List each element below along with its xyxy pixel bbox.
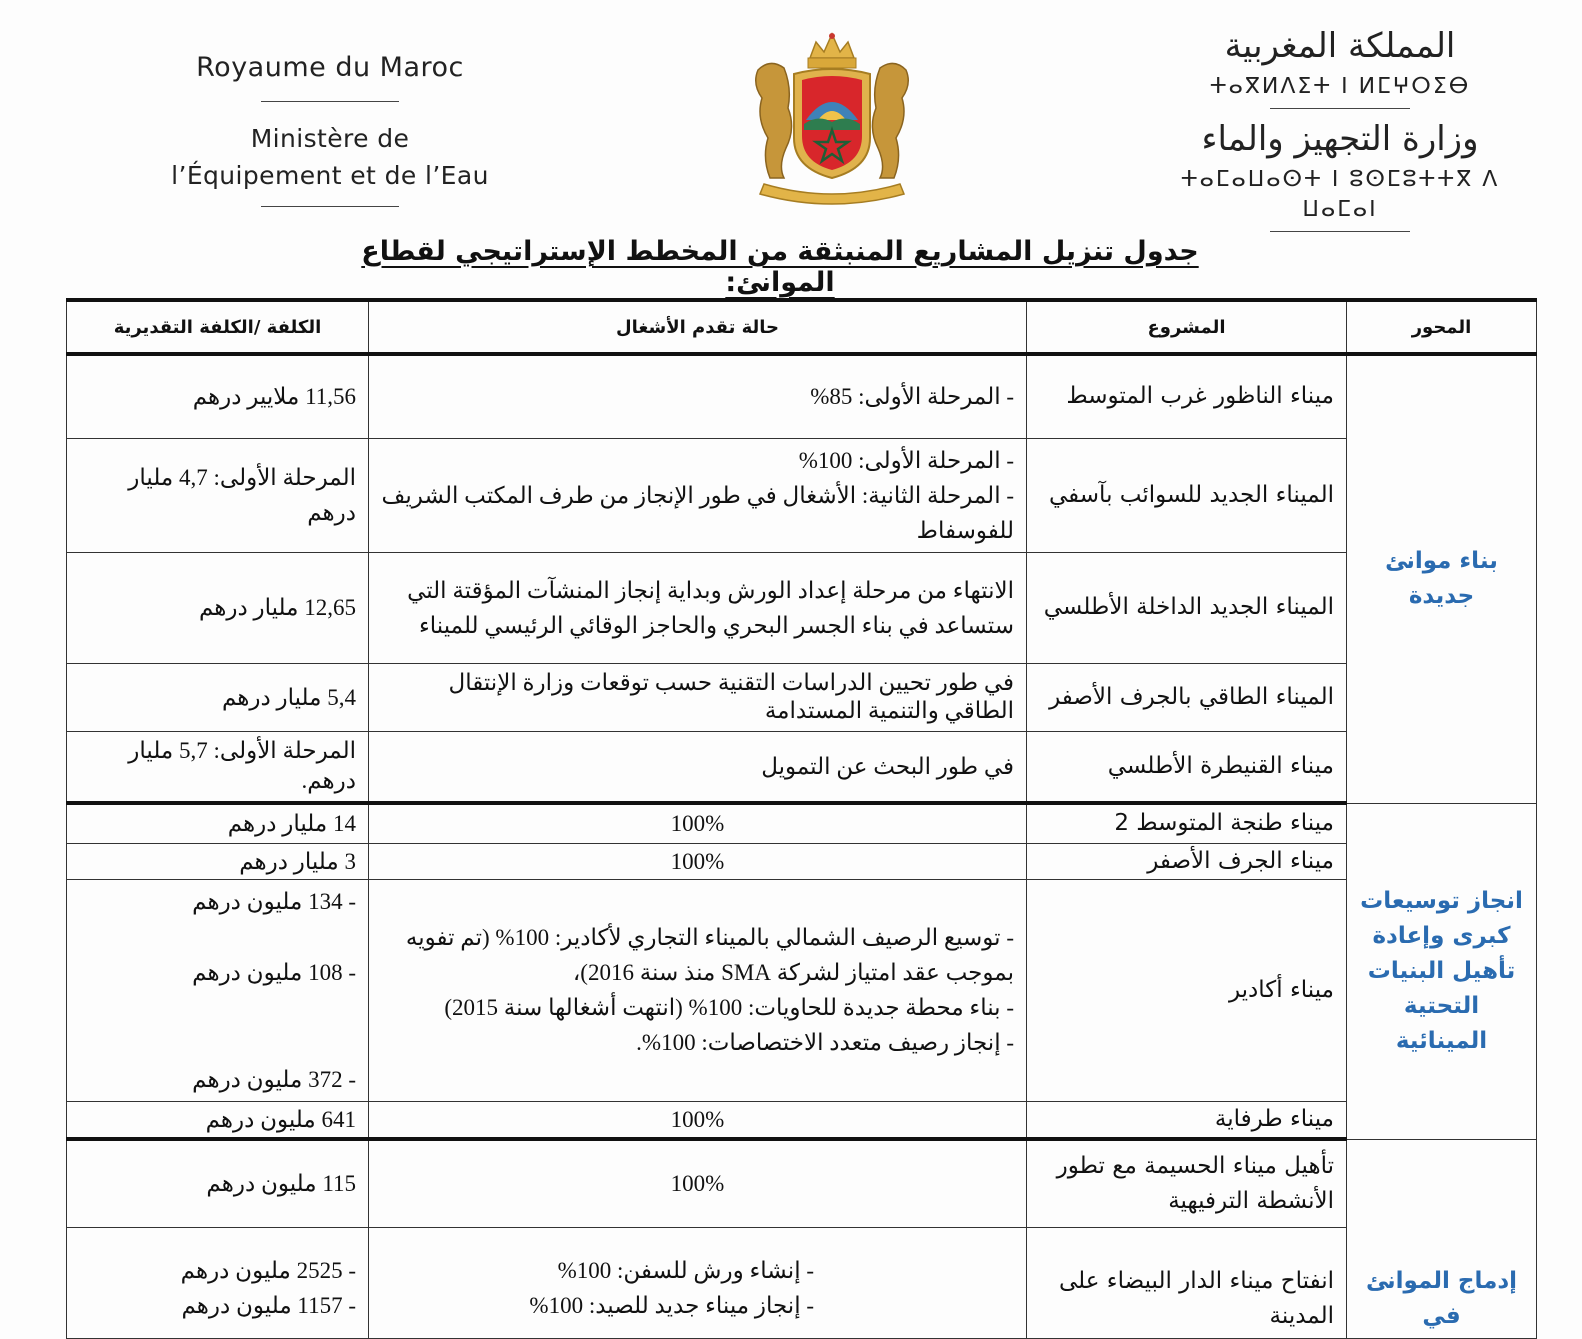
project-cell: ميناء القنيطرة الأطلسي	[1027, 731, 1347, 803]
cost-cell	[67, 1227, 369, 1338]
divider	[1270, 108, 1410, 109]
status-line: - بناء محطة جديدة للحاويات: 100% (انتهت أشغالها سنة 2015)	[444, 995, 1014, 1020]
project-cell: ميناء الناظور غرب المتوسط	[1027, 354, 1347, 438]
cost-line: - 372 مليون درهم	[192, 1066, 356, 1092]
cost-cell: المرحلة الأولى: 4,7 مليار درهم	[67, 438, 369, 552]
status-cell: في طور البحث عن التمويل	[369, 731, 1027, 803]
cost-line: - 134 مليون درهم	[192, 888, 356, 914]
table-row	[67, 1139, 1537, 1227]
project-cell: ميناء الجرف الأصفر	[1027, 843, 1347, 879]
status-line: - توسيع الرصيف الشمالي بالميناء التجاري لأكادير: 100% (تم تفويه بموجب عقد امتياز لشركة SMA منذ سنة 2016)،	[405, 925, 1014, 985]
status-cell: 100%	[369, 843, 1027, 879]
status-cell: 100%	[369, 1139, 1027, 1227]
project-cell: انفتاح ميناء الدار البيضاء على المدينة	[1027, 1227, 1347, 1338]
document-title: جدول تنزيل المشاريع المنبثقة من المخطط الإستراتيجي لقطاع الموانئ:	[361, 236, 1199, 298]
cost-cell: 115 مليون درهم	[67, 1139, 369, 1227]
table-row	[67, 843, 1537, 879]
coat-of-arms-icon	[740, 28, 924, 208]
project-cell: ميناء طنجة المتوسط 2	[1027, 803, 1347, 843]
ministry-name-tifinagh: ⵜⴰⵎⴰⵡⴰⵙⵜ ⵏ ⵓⵙⵎⵓⵜⵜⴳ ⴷ ⵡⴰⵎⴰⵏ	[1180, 167, 1500, 222]
status-cell	[369, 1227, 1027, 1338]
cost-cell: 14 مليار درهم	[67, 803, 369, 843]
cost-cell: 12,65 مليار درهم	[67, 552, 369, 663]
cost-line: - 108 مليون درهم	[192, 959, 356, 985]
project-cell: الميناء الجديد الداخلة الأطلسي	[1027, 552, 1347, 663]
status-cell: 100%	[369, 1101, 1027, 1139]
table-row	[67, 731, 1537, 803]
status-cell: في طور تحيين الدراسات التقنية حسب توقعات وزارة الإنتقال الطاقي والتنمية المستدامة	[369, 663, 1027, 731]
table-header-row	[67, 300, 1537, 354]
table-row	[67, 354, 1537, 438]
project-cell: الميناء الجديد للسوائب بآسفي	[1027, 438, 1347, 552]
cost-cell	[67, 879, 369, 1101]
status-line: - إنجاز رصيف متعدد الاختصاصات: 100%.	[636, 1030, 1014, 1055]
ministry-name-fr-line1: Ministère de	[250, 124, 410, 153]
cost-cell: 641 مليون درهم	[67, 1101, 369, 1139]
status-line: - المرحلة الأولى: 85%	[810, 384, 1014, 410]
cost-line: - 1157 مليون درهم	[181, 1292, 356, 1318]
ministry-name-ar: وزارة التجهيز والماء	[1201, 119, 1479, 159]
table-row	[67, 552, 1537, 663]
header-axis: المحور	[1347, 300, 1537, 354]
project-cell: الميناء الطاقي بالجرف الأصفر	[1027, 663, 1347, 731]
divider	[261, 101, 399, 102]
cost-line: - 2525 مليون درهم	[180, 1257, 356, 1283]
divider	[1270, 231, 1410, 232]
coat-of-arms-icon	[740, 28, 924, 208]
table-row	[67, 438, 1537, 552]
kingdom-name-ar: المملكة المغربية	[1224, 26, 1456, 66]
table-row	[67, 803, 1537, 843]
kingdom-name-fr: Royaume du Maroc	[196, 52, 464, 83]
status-line: - إنجاز ميناء جديد للصيد: 100%	[529, 1292, 814, 1318]
cost-cell: 3 مليار درهم	[67, 843, 369, 879]
project-cell: ميناء طرفاية	[1027, 1101, 1347, 1139]
cost-cell: 5,4 مليار درهم	[67, 663, 369, 731]
axis-cell: بناء موانئ جديدة	[1347, 354, 1537, 803]
table-row	[67, 1101, 1537, 1139]
status-cell: 100%	[369, 803, 1027, 843]
table-row	[67, 879, 1537, 1101]
project-cell: ميناء أكادير	[1027, 879, 1347, 1101]
project-cell: تأهيل ميناء الحسيمة مع تطور الأنشطة الترفيهية	[1027, 1139, 1347, 1227]
table-row	[67, 663, 1537, 731]
status-cell	[369, 354, 1027, 438]
header-cost: الكلفة /الكلفة التقديرية	[67, 300, 369, 354]
header-status: حالة تقدم الأشغال	[369, 300, 1027, 354]
status-cell	[369, 438, 1027, 552]
ports-projects-table	[66, 298, 1537, 1339]
status-line: - المرحلة الأولى: 100%	[798, 447, 1014, 473]
status-cell	[369, 879, 1027, 1101]
axis-cell: انجاز توسيعات كبرى وإعادة تأهيل البنيات التحتية المينائية	[1347, 803, 1537, 1139]
header-project: المشروع	[1027, 300, 1347, 354]
cost-cell: المرحلة الأولى: 5,7 مليار درهم.	[67, 731, 369, 803]
status-cell: الانتهاء من مرحلة إعداد الورش وبداية إنجاز المنشآت المؤقتة التي ستساعد في بناء الجسر البحري والحاجز الوقائي الرئيسي للميناء	[369, 552, 1027, 663]
kingdom-name-tifinagh: ⵜⴰⴳⵍⴷⵉⵜ ⵏ ⵍⵎⵖⵔⵉⴱ	[1209, 74, 1471, 99]
ministry-name-fr-line2: l’Équipement et de l’Eau	[171, 161, 489, 190]
cost-cell: 11,56 ملايير درهم	[67, 354, 369, 438]
status-line: - إنشاء ورش للسفن: 100%	[557, 1257, 814, 1283]
letterhead-french	[130, 52, 530, 207]
table-row	[67, 1227, 1537, 1338]
divider	[261, 206, 399, 207]
letterhead-arabic	[1170, 20, 1510, 236]
axis-cell: إدماج الموانئ في	[1347, 1139, 1537, 1338]
status-line: - المرحلة الثانية: الأشغال في طور الإنجاز من طرف المكتب الشريف للفوسفاط	[381, 482, 1014, 543]
